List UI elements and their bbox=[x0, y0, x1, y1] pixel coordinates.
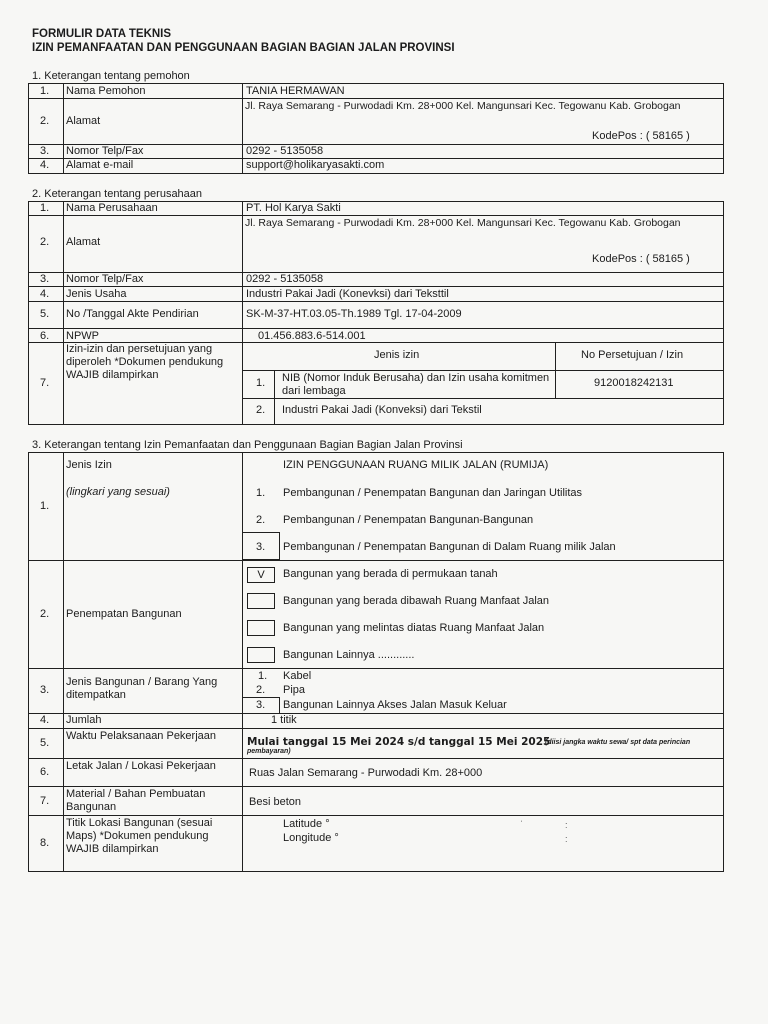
s1-row3-value: 0292 - 5135058 bbox=[246, 145, 324, 157]
s2-row2-value: Jl. Raya Semarang - Purwodadi Km. 28+000 Kel. Mangunsari Kec. Tegowanu Kab. Grobogan bbox=[245, 217, 681, 229]
s3-row4-label: Jumlah bbox=[66, 714, 102, 726]
s3-item1-text: Kabel bbox=[283, 670, 312, 682]
s1-row4-value: support@holikaryasakti.com bbox=[246, 159, 385, 171]
section3-title: 3. Keterangan tentang Izin Pemanfaatan dan Penggunaan Bagian Bagian Jalan Provinsi bbox=[32, 439, 463, 451]
s1-row2-value: Jl. Raya Semarang - Purwodadi Km. 28+000 Kel. Mangunsari Kec. Tegowanu Kab. Grobogan bbox=[245, 100, 681, 112]
s1-row2-kodepos: KodePos : ( 58165 ) bbox=[592, 130, 690, 142]
s3-place1-text: Bangunan yang berada di permukaan tanah bbox=[283, 568, 498, 580]
s2-row3-num: 3. bbox=[40, 273, 50, 285]
s2-row1-value: PT. Hol Karya Sakti bbox=[246, 202, 341, 214]
s3-row5-label: Waktu Pelaksanaan Pekerjaan bbox=[66, 730, 217, 742]
s2-row2-label: Alamat bbox=[66, 236, 101, 248]
permit1-num: 1. bbox=[256, 377, 266, 389]
s2-row3-label: Nomor Telp/Fax bbox=[66, 273, 144, 285]
s3-item3-num: 3. bbox=[256, 699, 266, 711]
permit2-name: Industri Pakai Jadi (Konveksi) dari Tekstil bbox=[282, 404, 482, 416]
s2-row6-num: 6. bbox=[40, 330, 50, 342]
s3-row7-num: 7. bbox=[40, 795, 50, 807]
s3-row1-num: 1. bbox=[40, 500, 50, 512]
s2-row7-label: Izin-izin dan persetujuan yang diperoleh *Dokumen pendukung WAJIB dilampirkan bbox=[66, 343, 224, 381]
s3-opt2-num: 2. bbox=[256, 514, 266, 526]
s1-row1-label: Nama Pemohon bbox=[66, 85, 146, 97]
s2-row3-value: 0292 - 5135058 bbox=[246, 273, 324, 285]
form-title: FORMULIR DATA TEKNIS bbox=[32, 28, 172, 40]
s3-item1-num: 1. bbox=[258, 670, 268, 682]
s3-opt2-text: Pembangunan / Penempatan Bangunan-Bangunan bbox=[283, 514, 534, 526]
s3-row8-label: Titik Lokasi Bangunan (sesuai Maps) *Dokumen pendukung WAJIB dilampirkan bbox=[66, 817, 213, 855]
permits-header-jenis: Jenis izin bbox=[374, 349, 420, 361]
s3-row7-value: Besi beton bbox=[249, 796, 301, 808]
s3-opt1-num: 1. bbox=[256, 487, 266, 499]
s3-opt3-num: 3. bbox=[256, 541, 266, 553]
s3-opt3-text: Pembangunan / Penempatan Bangunan di Dalam Ruang milik Jalan bbox=[283, 541, 616, 553]
s1-row1-value: TANIA HERMAWAN bbox=[246, 85, 345, 97]
checkbox-lainnya[interactable] bbox=[247, 647, 275, 663]
s3-opt1-text: Pembangunan / Penempatan Bangunan dan Jaringan Utilitas bbox=[283, 487, 583, 499]
s3-row1-sublabel: (lingkari yang sesuai) bbox=[66, 486, 170, 498]
permit1-name: NIB (Nomor Induk Berusaha) dan Izin usaha komitmen dari lembaga bbox=[282, 372, 550, 397]
s3-place3-text: Bangunan yang melintas diatas Ruang Manfaat Jalan bbox=[283, 622, 545, 634]
s1-row2-label: Alamat bbox=[66, 115, 101, 127]
s3-row4-value: 1 titik bbox=[271, 714, 297, 726]
s3-row2-label: Penempatan Bangunan bbox=[66, 608, 182, 620]
s2-row4-label: Jenis Usaha bbox=[66, 288, 127, 300]
s3-row3-num: 3. bbox=[40, 684, 50, 696]
permit1-number: 9120018242131 bbox=[594, 377, 674, 389]
checkbox-permukaan-tanah[interactable]: V bbox=[247, 567, 275, 583]
s2-row1-num: 1. bbox=[40, 202, 50, 214]
s3-item2-num: 2. bbox=[256, 684, 266, 696]
s3-item3-text: Bangunan Lainnya Akses Jalan Masuk Keluar bbox=[283, 699, 507, 711]
s2-row6-label: NPWP bbox=[66, 330, 99, 342]
s3-row3-label: Jenis Bangunan / Barang Yang ditempatkan bbox=[66, 676, 218, 701]
s3-row5-value: Mulai tanggal 15 Mei 2024 s/d tanggal 15 Mei 2025 bbox=[247, 736, 551, 748]
s3-row8-latitude: Latitude ° bbox=[283, 818, 330, 830]
section2-title: 2. Keterangan tentang perusahaan bbox=[32, 188, 203, 200]
s1-row3-num: 3. bbox=[40, 145, 50, 157]
s1-row1-num: 1. bbox=[40, 85, 50, 97]
s3-row2-num: 2. bbox=[40, 608, 50, 620]
s2-row1-label: Nama Perusahaan bbox=[66, 202, 158, 214]
s2-row5-label: No /Tanggal Akte Pendirian bbox=[66, 308, 199, 320]
s1-row4-num: 4. bbox=[40, 159, 50, 171]
s3-place2-text: Bangunan yang berada dibawah Ruang Manfaat Jalan bbox=[283, 595, 550, 607]
s3-row6-num: 6. bbox=[40, 766, 50, 778]
s2-row7-num: 7. bbox=[40, 377, 50, 389]
s2-row4-num: 4. bbox=[40, 288, 50, 300]
s3-place4-text: Bangunan Lainnya ............ bbox=[283, 649, 415, 661]
s2-row6-value: 01.456.883.6-514.001 bbox=[258, 330, 366, 342]
s3-item2-text: Pipa bbox=[283, 684, 306, 696]
s3-row1-heading: IZIN PENGGUNAAN RUANG MILIK JALAN (RUMIJA) bbox=[283, 459, 549, 471]
s3-row5-num: 5. bbox=[40, 737, 50, 749]
s3-row4-num: 4. bbox=[40, 714, 50, 726]
s3-row5-note: (diisi jangka waktu sewa/ spt data perincian pembayaran) bbox=[247, 739, 691, 755]
s3-row6-value: Ruas Jalan Semarang - Purwodadi Km. 28+000 bbox=[249, 767, 483, 779]
s3-row8-longitude: Longitude ° bbox=[283, 832, 339, 844]
s2-row4-value: Industri Pakai Jadi (Konevksi) dari Teksttil bbox=[246, 288, 449, 300]
s3-row7-label: Material / Bahan Pembuatan Bangunan bbox=[66, 788, 206, 813]
section1-title: 1. Keterangan tentang pemohon bbox=[32, 70, 190, 82]
permit2-num: 2. bbox=[256, 404, 266, 416]
checkbox-bawah-rmj[interactable] bbox=[247, 593, 275, 609]
s1-row4-label: Alamat e-mail bbox=[66, 159, 134, 171]
checkbox-atas-rmj[interactable] bbox=[247, 620, 275, 636]
s1-row2-num: 2. bbox=[40, 115, 50, 127]
form-subtitle: IZIN PEMANFAATAN DAN PENGGUNAAN BAGIAN BAGIAN JALAN PROVINSI bbox=[32, 42, 455, 54]
s1-row3-label: Nomor Telp/Fax bbox=[66, 145, 144, 157]
permits-header-no: No Persetujuan / Izin bbox=[581, 349, 684, 361]
s3-row6-label: Letak Jalan / Lokasi Pekerjaan bbox=[66, 760, 216, 772]
s3-row8-num: 8. bbox=[40, 837, 50, 849]
s2-row5-num: 5. bbox=[40, 308, 50, 320]
s3-row1-label: Jenis Izin bbox=[66, 459, 112, 471]
s2-row2-kodepos: KodePos : ( 58165 ) bbox=[592, 253, 690, 265]
s2-row5-value: SK-M-37-HT.03.05-Th.1989 Tgl. 17-04-2009 bbox=[246, 308, 462, 320]
s2-row2-num: 2. bbox=[40, 236, 50, 248]
